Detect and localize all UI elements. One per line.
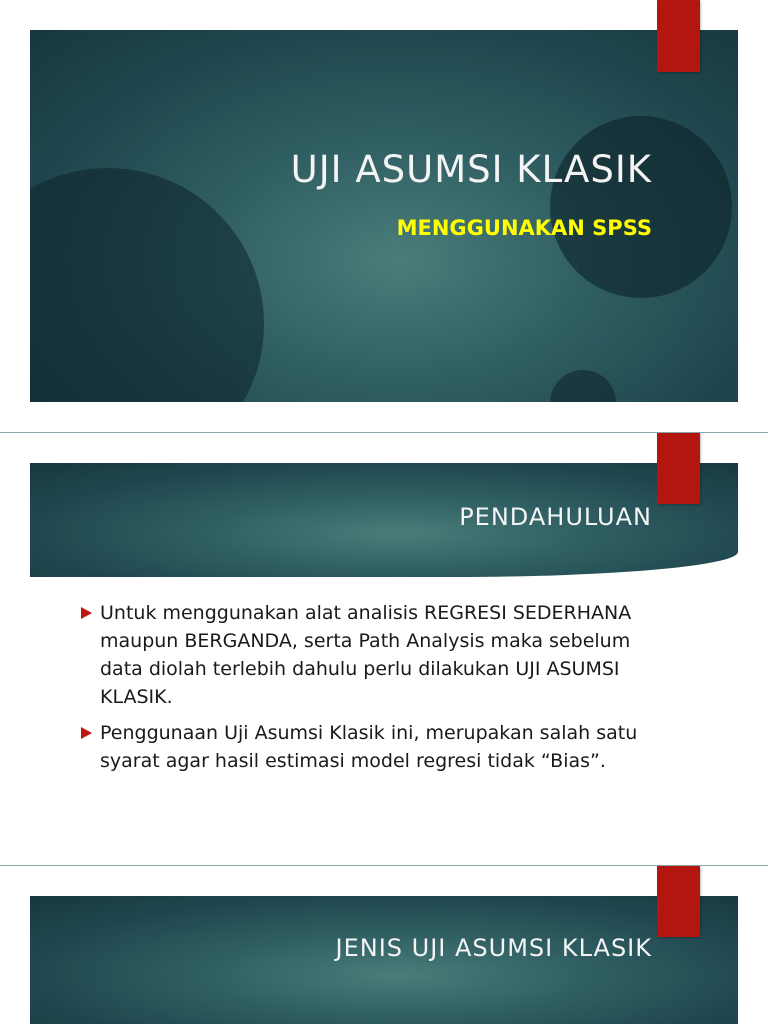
slide-title	[0, 0, 768, 420]
bullet-text: Untuk menggunakan alat analisis REGRESI SEDERHANA maupun BERGANDA, serta Path Analysis maka sebelum data diolah terlebih dahulu perlu dilakukan UJI ASUMSI KLASIK.	[100, 602, 632, 708]
section-heading: PENDAHULUAN	[459, 503, 652, 531]
section-heading: JENIS UJI ASUMSI KLASIK	[335, 934, 652, 962]
decor-circle-left	[30, 168, 264, 402]
decor-circle-small	[550, 370, 616, 402]
bullet-text: Penggunaan Uji Asumsi Klasik ini, merupakan salah satu syarat agar hasil estimasi model regresi tidak “Bias”.	[100, 722, 638, 772]
slide-title-text: UJI ASUMSI KLASIK	[290, 148, 652, 191]
slide-pendahuluan	[0, 433, 768, 865]
list-item	[78, 719, 678, 775]
red-bookmark-tab	[657, 866, 700, 937]
triangle-right-icon	[81, 607, 92, 619]
red-bookmark-tab	[657, 433, 700, 504]
slide-jenis	[0, 866, 768, 1024]
slide-subtitle-text: MENGGUNAKAN SPSS	[396, 216, 652, 240]
header-panel	[30, 463, 738, 577]
red-bookmark-tab	[657, 0, 700, 72]
title-panel	[30, 30, 738, 402]
header-panel	[30, 896, 738, 1024]
decor-circle-right	[550, 116, 732, 298]
bullet-list	[78, 599, 678, 783]
list-item	[78, 599, 678, 711]
triangle-right-icon	[81, 727, 92, 739]
